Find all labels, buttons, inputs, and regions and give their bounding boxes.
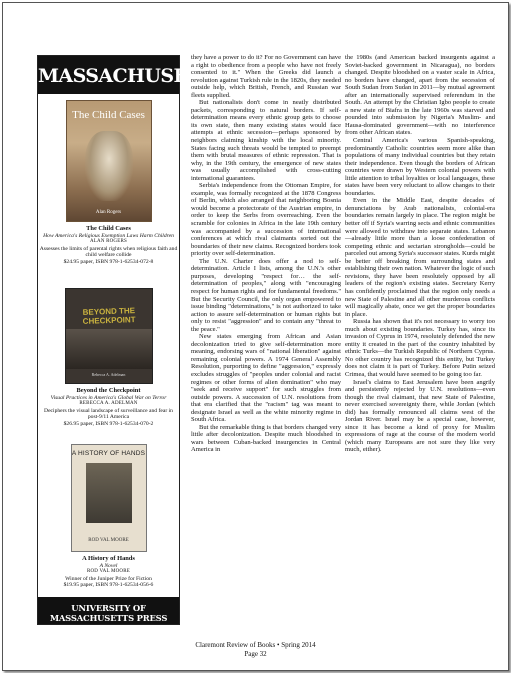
- paragraph: The U.N. Charter does offer a nod to self-determination. Article I lists, among the U.N.'s other purposes, developing "respect for… the self-determination of peoples," along with "encouraging respect for human rights and for fundamental freedoms." But the Security Council, the only organ empowered to issue binding "determinations," is not authorized to take action to assure self-determination or human rights but only to resist "aggression" and to contain any "threat to the peace.": [191, 257, 341, 333]
- press-address: Amherst & Boston www.umass.edu/umpress 1-800-537-5487: [59, 624, 158, 629]
- book-description: Winner of the Juniper Prize for Fiction: [65, 575, 152, 582]
- book-author: ALAN ROGERS: [89, 239, 128, 245]
- book-subtitle: Visual Practices in America's Global War on Terror: [50, 394, 167, 401]
- page-number: Page 32: [244, 650, 267, 658]
- cover-author: ROD VAL MOORE: [88, 538, 129, 544]
- paragraph: New states emerging from African and Asian decolonization tried to give self-determination more meaning, endorsing wars of "national liberation" against remaining colonial powers. A 1974 General Assembly Resolution, purporting to define "aggression," expressly excludes struggles of "peoples under colonial and racist regimes or other forms of alien domination" who may "seek and receive support" for such struggles from outside powers. A succession of U.N. resolutions from that era clarified that the "racism" tag was meant to designate Israel as well as the white minority regime in South Africa.: [191, 333, 341, 424]
- book-description: Assesses the limits of parental rights when religious faith and child welfare collide: [39, 245, 178, 259]
- cover-title: A HISTORY OF HANDS: [71, 450, 146, 457]
- book-price: $26.95 paper, ISBN 978-1-62534-070-2: [63, 420, 154, 427]
- book-title: A History of Hands: [82, 555, 135, 562]
- book-cover-image[interactable]: [71, 444, 147, 552]
- cover-author: Alan Rogers: [95, 210, 122, 216]
- book-price: $19.95 paper, ISBN 978-1-62534-056-6: [63, 582, 154, 589]
- cover-photo: [86, 463, 132, 523]
- book-description: Deciphers the visual landscape of surveillance and fear in post-9/11 America: [44, 407, 173, 421]
- book-listing-beyond-checkpoint[interactable]: [38, 288, 179, 428]
- book-title: The Child Cases: [86, 225, 131, 232]
- article-column-1: [191, 54, 341, 454]
- paragraph: But the remarkable thing is that borders changed very little after decolonization. Despite much bloodshed in wars between Cuban-backed insurgencies in Central America in: [191, 423, 341, 454]
- publication-name: Claremont Review of Books • Spring 2014: [195, 641, 316, 649]
- cover-title: The Child Cases: [72, 109, 145, 121]
- paragraph: Israel's claims to East Jerusalem have been angrily and persistently rejected by U.N. resolutions—even though the rival claimant, that new State of Palestine, never exercised sovereignty there, while Jordan (which did) has formally renounced all claims west of the Jordan River. Israel may be a special case, however, since it has become a kind of proxy for Muslim expressions of rage at the course of the modern world (which many Europeans are not sure they like very much, either).: [345, 378, 495, 454]
- book-price: $24.95 paper, ISBN 978-1-62534-072-8: [63, 258, 154, 265]
- paragraph: Central America's various Spanish-speaking, predominantly Catholic countries seem more alike than populations of many individual countries but they retain their independence. Even though the borders of African countries were drawn by Western colonial powers with little attention to tribal loyalties or local languages, these states have been very reluctant to allow changes to their boundaries.: [345, 137, 495, 197]
- book-author: REBECCA A. ADELMAN: [79, 401, 138, 407]
- book-subtitle: A Novel: [99, 562, 118, 569]
- book-listing-history-of-hands[interactable]: [38, 444, 179, 589]
- ad-header: MASSACHUSETTS: [38, 56, 179, 94]
- book-cover-image[interactable]: [65, 288, 153, 384]
- paragraph: the 1980s (and American backed insurgents against a Soviet-backed government in Nicaragua), no borders changed. Despite bloodshed on a vaster scale in Africa, no borders have changed, apart from the secession of South Sudan from Sudan in 2011—by mutual agreement after an internationally supervised referendum in the South. An attempt by the Christian Igbo people to create a new state of Biafra in the late 1960s was starved and pounded into submission by Nigeria's Muslim- and Hausa-dominated government—with no interference from other African states.: [345, 54, 495, 137]
- paragraph: Russia has shown that it's not necessary to worry too much about existing boundaries. Turkey has, since its invasion of Cyprus in 1974, resolutely defended the new entity it created in the part of the country inhabited by ethnic Turks—the Turkish Republic of Northern Cyprus. No other country has recognized this entity, but Turkey does not claim it is part of Turkey. Before Putin seized Crimea, that would have seemed to be going too far.: [345, 318, 495, 378]
- cover-author: Rebecca A. Adelman: [91, 372, 126, 378]
- paragraph: they have a power to do it? For no Government can have a right to obedience from a people who have not freely consented to it." When the Greeks did launch a revolution against Turkish rule in the 1820s, they needed outside help, which British, French, and Russian war fleets supplied.: [191, 54, 341, 99]
- book-subtitle: How America's Religious Exemption Laws Harm Children: [43, 232, 174, 239]
- book-cover-image[interactable]: [66, 100, 152, 222]
- book-author: ROD VAL MOORE: [86, 569, 131, 575]
- advertisement[interactable]: [37, 55, 227, 629]
- book-listing-child-cases[interactable]: [38, 100, 179, 266]
- cover-title: BEYOND THE CHECKPOINT: [81, 306, 136, 326]
- paragraph: Even in the Middle East, despite decades of denunciations by Arab nationalists, colonial-era boundaries remain largely in place. The region might be better off if Syria's warring sects and ethnic communities were allowed to withdraw into separate states. Lebanon—already little more than a loose confederation of competing ethnic and sectarian strongholds—could be parceled out among Syria's successor states. Kurds might be better off breaking from surrounding states and establishing their own nation. Whatever the logic of such revisions, they have been resolutely opposed by all leaders of the region's existing states. Secretary Kerry has confidently proclaimed that the region only needs a new State of Palestine and all other murderous conflicts will magically abate, once we get the proper boundaries in place.: [345, 197, 495, 318]
- paragraph: But nationalists don't come in neatly distributed packets, corresponding to natural borders. If self-determination means every ethnic group gets to choose its own state, then many existing states would face attempts at ethnic secession—perhaps sponsored by neighbors claiming kinship with the local minority. States facing such threats would be tempted to preempt them with brutal measures of ethnic repression. That is why, in the 19th century, the emergence of new states was usually accomplished with cross-cutting international guarantees.: [191, 99, 341, 182]
- paragraph: Serbia's independence from the Ottoman Empire, for example, was formally recognized at the 1878 Congress of Berlin, which also arranged that neighboring Bosnia would become a protectorate of the Austrian empire, in order to keep the Serbs from overreaching. Even the scramble for colonies in Africa in the late 19th century was accompanied by a succession of international conferences at which rival claimants sorted out the boundaries of their new claims. Recognized borders took priority over self-determination.: [191, 182, 341, 258]
- cover-photo: [66, 329, 152, 369]
- page-footer: [0, 641, 511, 659]
- press-name: UNIVERSITY OF MASSACHUSETTS PRESS: [49, 603, 168, 623]
- statue-figure: [85, 131, 133, 201]
- book-title: Beyond the Checkpoint: [76, 387, 141, 394]
- article-column-2: [345, 54, 495, 454]
- ad-footer[interactable]: [38, 597, 179, 629]
